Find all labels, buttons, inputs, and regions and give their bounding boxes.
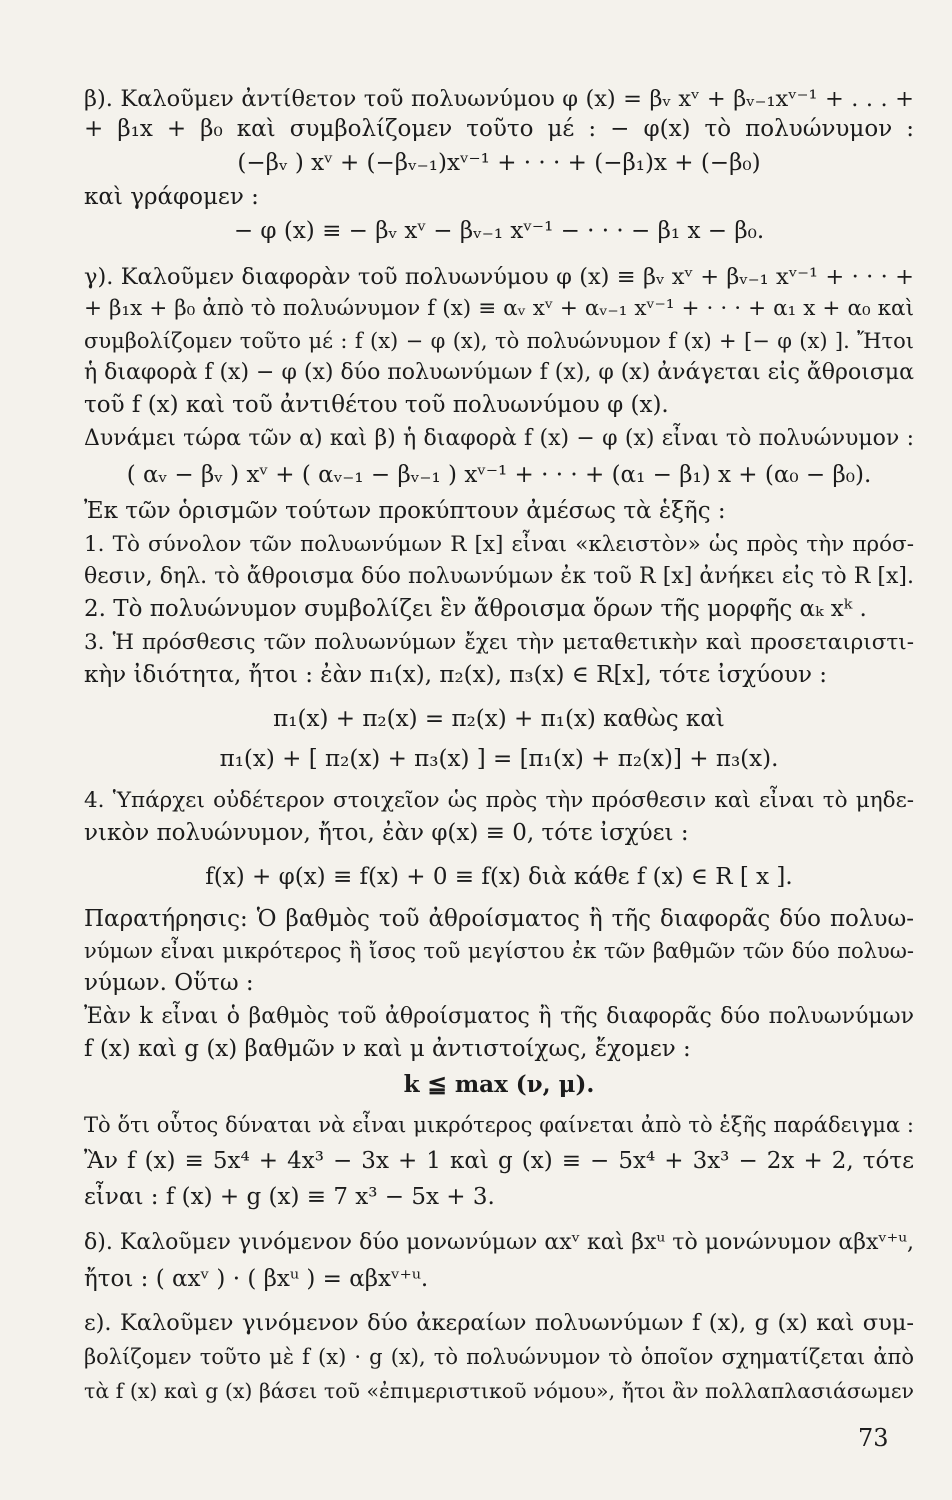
list-item-2: 2. Τὸ πολυώνυμον συμβολίζει ἓν ἄθροισμα ὅρων τῆς μορφῆς αₖ xᵏ . <box>84 596 867 622</box>
text-line: κὴν ἰδιότητα, ἤτοι : ἐὰν π₁(x), π₂(x), π₃(x) ∈ R[x], τότε ἰσχύουν : <box>84 662 828 688</box>
definition-line: δ). Καλοῦμεν γινόμενον δύο μονωνύμων αxᵛ καὶ βxᵘ τὸ μονώνυμον αβxᵛ⁺ᵘ, <box>84 1230 914 1255</box>
formula-line: (−βᵥ ) xᵛ + (−βᵥ₋₁)xᵛ⁻¹ + · · · + (−β₁)x + (−β₀) <box>237 150 761 176</box>
text-line: γ). Καλοῦμεν διαφορὰν τοῦ πολυωνύμου φ (x) ≡ βᵥ xᵛ + βᵥ₋₁ xᵛ⁻¹ + · · · + <box>84 264 914 290</box>
text-line: θεσιν, δηλ. τὸ ἄθροισμα δύο πολυωνύμων ἐκ τοῦ R [x] ἀνήκει εἰς τὸ R [x]. <box>84 564 914 589</box>
text-line: βολίζομεν τοῦτο μὲ f (x) · g (x), τὸ πολυώνυμον τὸ ὁποῖον σχηματίζεται ἀπὸ <box>84 1345 914 1369</box>
text-line: νύμων. Οὕτω : <box>84 970 254 996</box>
text-line: συμβολίζομεν τοῦτο μέ : f (x) − φ (x), τὸ πολυώνυμον f (x) + [− φ (x) ]. Ἤτοι <box>84 329 914 353</box>
text-line: Ἐὰν k εἶναι ὁ βαθμὸς τοῦ ἀθροίσματος ἢ τῆς διαφορᾶς δύο πολυωνύμων <box>84 1004 914 1029</box>
text-line: Δυνάμει τώρα τῶν α) καὶ β) ἡ διαφορὰ f (x) − φ (x) εἶναι τὸ πολυώνυμον : <box>84 426 914 451</box>
text-line: + β₁x + β₀ καὶ συμβολίζομεν τοῦτο μέ : − φ(x) τὸ πολυώνυμον : <box>84 116 914 142</box>
text-line: β). Καλοῦμεν ἀντίθετον τοῦ πολυωνύμου φ (x) = βᵥ xᵛ + βᵥ₋₁xᵛ⁻¹ + . . . + <box>84 86 914 112</box>
remark-line: Παρατήρησις: Ὁ βαθμὸς τοῦ ἀθροίσματος ἢ τῆς διαφορᾶς δύο πολυω- <box>84 906 914 932</box>
formula-line: π₁(x) + [ π₂(x) + π₃(x) ] = [π₁(x) + π₂(x)] + π₃(x). <box>219 746 779 772</box>
text-line: τοῦ f (x) καὶ τοῦ ἀντιθέτου τοῦ πολυωνύμου φ (x). <box>84 392 669 418</box>
formula-line: π₁(x) + π₂(x) = π₂(x) + π₁(x) καθὼς καὶ <box>273 706 725 732</box>
definition-line: ε). Καλοῦμεν γινόμενον δύο ἀκεραίων πολυωνύμων f (x), g (x) καὶ συμ- <box>84 1310 914 1336</box>
example-line: εἶναι : f (x) + g (x) ≡ 7 x³ − 5x + 3. <box>84 1184 495 1210</box>
text-line: ἡ διαφορὰ f (x) − φ (x) δύο πολυωνύμων f (x), φ (x) ἀνάγεται εἰς ἄθροισμα <box>84 360 914 385</box>
text-line: + β₁x + β₀ ἀπὸ τὸ πολυώνυμον f (x) ≡ αᵥ xᵛ + αᵥ₋₁ xᵛ⁻¹ + · · · + α₁ x + α₀ καὶ <box>84 296 914 321</box>
text-line: f (x) καὶ g (x) βαθμῶν ν καὶ μ ἀντιστοίχως, ἔχομεν : <box>84 1036 691 1062</box>
text-line: Τὸ ὅτι οὗτος δύναται νὰ εἶναι μικρότερος φαίνεται ἀπὸ τὸ ἑξῆς παράδειγμα : <box>84 1113 914 1137</box>
inequality-formula: k ≦ max (ν, μ). <box>403 1071 595 1098</box>
example-line: Ἂν f (x) ≡ 5x⁴ + 4x³ − 3x + 1 καὶ g (x) ≡ − 5x⁴ + 3x³ − 2x + 2, τότε <box>84 1148 914 1174</box>
text-line: καὶ γράφομεν : <box>84 184 259 210</box>
text-line: νικὸν πολυώνυμον, ἤτοι, ἐὰν φ(x) ≡ 0, τότε ἰσχύει : <box>84 820 689 846</box>
text-line: ἤτοι : ( αxᵛ ) · ( βxᵘ ) = αβxᵛ⁺ᵘ. <box>84 1266 429 1292</box>
list-item-1: 1. Τὸ σύνολον τῶν πολυωνύμων R [x] εἶναι «κλειστὸν» ὡς πρὸς τὴν πρόσ- <box>84 532 914 557</box>
text-line: τὰ f (x) καὶ g (x) βάσει τοῦ «ἐπιμεριστικοῦ νόμου», ἤτοι ἂν πολλαπλασιάσωμεν <box>84 1379 914 1403</box>
list-item-3: 3. Ἡ πρόσθεσις τῶν πολυωνύμων ἔχει τὴν μεταθετικὴν καὶ προσεταιριστι- <box>84 630 914 655</box>
text-line: νύμων εἶναι μικρότερος ἢ ἴσος τοῦ μεγίστου ἐκ τῶν βαθμῶν τῶν δύο πολυω- <box>84 939 914 963</box>
list-item-4: 4. Ὑπάρχει οὐδέτερον στοιχεῖον ὡς πρὸς τὴν πρόσθεσιν καὶ εἶναι τὸ μηδε- <box>84 788 914 813</box>
page-number: 73 <box>858 1424 889 1452</box>
formula-line: ( αᵥ − βᵥ ) xᵛ + ( αᵥ₋₁ − βᵥ₋₁ ) xᵛ⁻¹ + · · · + (α₁ − β₁) x + (α₀ − β₀). <box>126 462 872 488</box>
formula-line: − φ (x) ≡ − βᵥ xᵛ − βᵥ₋₁ xᵛ⁻¹ − · · · − β₁ x − β₀. <box>233 218 765 244</box>
text-line: Ἐκ τῶν ὁρισμῶν τούτων προκύπτουν ἀμέσως τὰ ἑξῆς : <box>84 498 726 524</box>
formula-line: f(x) + φ(x) ≡ f(x) + 0 ≡ f(x) διὰ κάθε f (x) ∈ R [ x ]. <box>205 864 793 890</box>
